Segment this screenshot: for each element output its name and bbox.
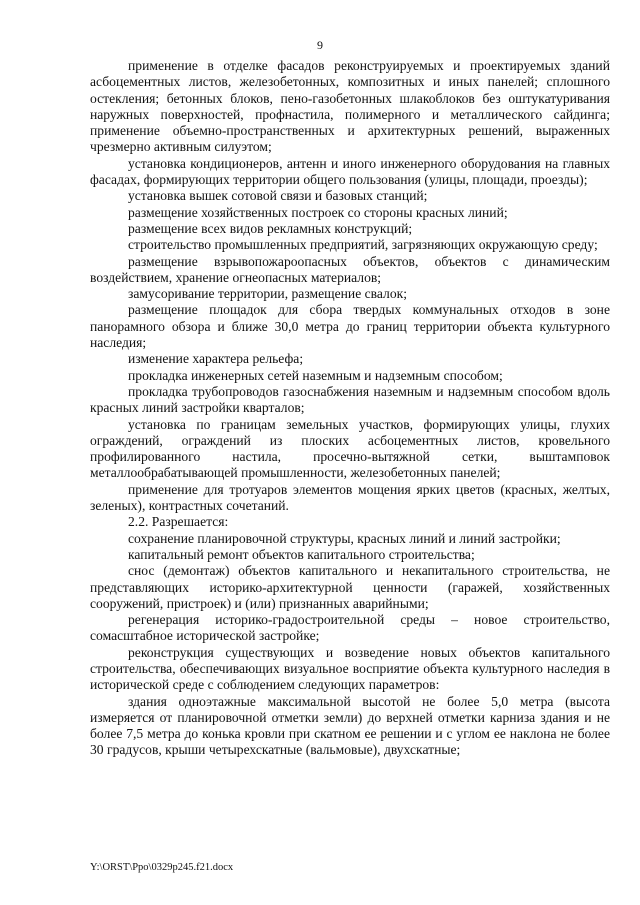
paragraph: установка по границам земельных участков, формирующих улицы, глухих ограждений, ограждений из плоских асбоцементных листов, кровельного профилированного настила, просечно-вытяжной сетки, выштамповок металлообрабатывающей промышленности, железобетонных панелей;	[90, 416, 610, 481]
paragraph: здания одноэтажные максимальной высотой не более 5,0 метра (высота измеряется от планировочной отметки земли) до верхней отметки карниза здания и не более 7,5 метра до конька кровли при скатном ее решении и с углом ее наклона не более 30 градусов, крыши четырехскатные (вальмовые), двухскатные;	[90, 693, 610, 758]
paragraph: замусоривание территории, размещение свалок;	[128, 286, 408, 302]
footer-file-path: Y:\ORST\Ppo\0329p245.f21.docx	[90, 862, 234, 873]
paragraph: капитальный ремонт объектов капитального строительства;	[128, 546, 475, 562]
document-body	[90, 58, 610, 759]
paragraph: применение в отделке фасадов реконструируемых и проектируемых зданий асбоцементных листов, железобетонных, композитных и иных панелей; сплошного остекления; бетонных блоков, пено-газобетонных шлакоблоков без оштукатуривания наружных поверхностей, профнастила, полимерного и металлического сайдинга; применение объемно-пространственных и архитектурных решений, выраженных чрезмерно активным силуэтом;	[90, 58, 610, 155]
paragraph: строительство промышленных предприятий, загрязняющих окружающую среду;	[128, 237, 598, 253]
paragraph: изменение характера рельефа;	[128, 351, 304, 367]
paragraph: размещение хозяйственных построек со стороны красных линий;	[128, 204, 508, 220]
paragraph: сохранение планировочной структуры, красных линий и линий застройки;	[128, 530, 561, 546]
paragraph: размещение всех видов рекламных конструкций;	[128, 220, 413, 236]
paragraph: реконструкция существующих и возведение новых объектов капитального строительства, обеспечивающих визуальное восприятие объекта культурного наследия в исторической среде с соблюдением следующих параметров:	[90, 644, 610, 693]
paragraph: снос (демонтаж) объектов капитального и некапитального строительства, не представляющих историко-архитектурной ценности (гаражей, хозяйственных сооружений, пристроек) и (или) признанных аварийными;	[90, 563, 610, 611]
paragraph: регенерация историко-градостроительной среды – новое строительство, сомасштабное исторической застройке;	[90, 612, 610, 644]
paragraph: размещение взрывопожароопасных объектов, объектов с динамическим воздействием, хранение огнеопасных материалов;	[90, 253, 610, 285]
paragraph: прокладка инженерных сетей наземным и надземным способом;	[128, 367, 503, 383]
paragraph: установка кондиционеров, антенн и иного инженерного оборудования на главных фасадах, формирующих территории общего пользования (улицы, площади, проезды);	[90, 155, 610, 188]
paragraph: размещение площадок для сбора твердых коммунальных отходов в зоне панорамного обзора и ближе 30,0 метра до границ территории объекта культурного наследия;	[90, 302, 610, 351]
page-number: 9	[317, 38, 323, 52]
paragraph: применение для тротуаров элементов мощения ярких цветов (красных, желтых, зеленых), контрастных сочетаний.	[90, 481, 610, 514]
paragraph: установка вышек сотовой связи и базовых станций;	[128, 188, 428, 204]
paragraph: прокладка трубопроводов газоснабжения наземным и надземным способом вдоль красных линий застройки кварталов;	[90, 383, 610, 416]
section-heading: 2.2. Разрешается:	[128, 514, 229, 530]
